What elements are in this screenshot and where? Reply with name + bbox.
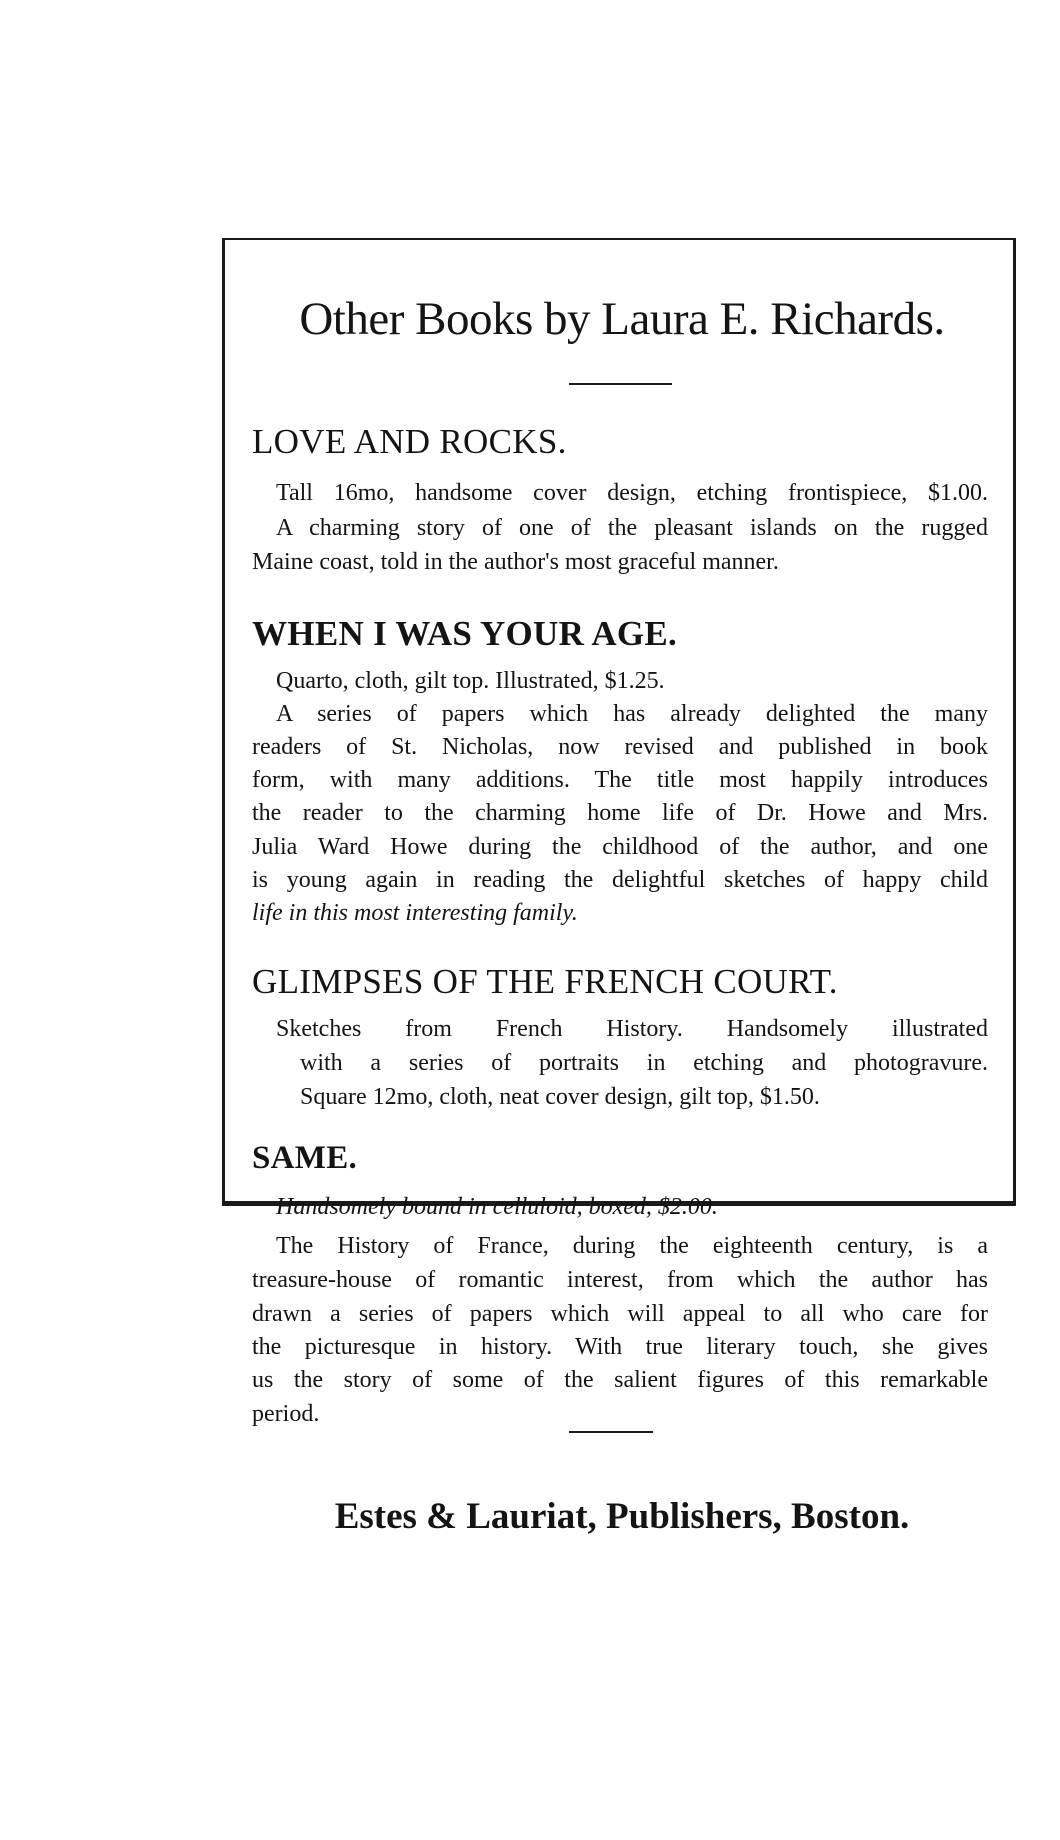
book-description-line: period. [252,1401,320,1427]
book-description-line: the picturesque in history. With true literary touch, she gives [252,1334,988,1360]
book-description-line: The History of France, during the eighteenth century, is a [276,1233,988,1259]
book-description-line: us the story of some of the salient figures of this remarkable [252,1367,988,1393]
book-details-line: Sketches from French History. Handsomely illustrated [276,1016,988,1042]
book-heading-same: SAME. [252,1140,358,1176]
book-description-line: A charming story of one of the pleasant islands on the rugged [276,515,988,541]
title-divider [569,383,672,385]
book-description-line: A series of papers which has already delighted the many [276,701,988,727]
book-heading-when-i-was-your-age: WHEN I WAS YOUR AGE. [252,614,678,653]
book-details-line: with a series of portraits in etching and photogravure. [300,1050,988,1076]
book-description-line: Maine coast, told in the author's most graceful manner. [252,549,779,575]
publisher-imprint: Estes & Lauriat, Publishers, Boston. [334,1496,910,1537]
publisher-divider [569,1431,653,1433]
book-description-line: is young again in reading the delightful sketches of happy child [252,867,988,893]
book-description-line: readers of St. Nicholas, now revised and published in book [252,734,988,760]
book-description-line: drawn a series of papers which will appeal to all who care for [252,1301,988,1327]
book-heading-glimpses-of-the-french-court: GLIMPSES OF THE FRENCH COURT. [252,962,838,1001]
book-description-line: Julia Ward Howe during the childhood of the author, and one [252,834,988,860]
book-details-line: Square 12mo, cloth, neat cover design, gilt top, $1.50. [300,1084,820,1110]
book-description-line: life in this most interesting family. [252,900,578,926]
book-details: Tall 16mo, handsome cover design, etching frontispiece, $1.00. [276,480,988,506]
book-details: Quarto, cloth, gilt top. Illustrated, $1.25. [276,668,665,694]
page-title: Other Books by Laura E. Richards. [299,293,945,345]
book-description-line: the reader to the charming home life of Dr. Howe and Mrs. [252,800,988,826]
book-description-line: treasure-house of romantic interest, from which the author has [252,1267,988,1293]
book-description-line: form, with many additions. The title most happily introduces [252,767,988,793]
book-heading-love-and-rocks: LOVE AND ROCKS. [252,422,567,461]
book-details: Handsomely bound in celluloid, boxed, $2.00. [276,1194,718,1220]
